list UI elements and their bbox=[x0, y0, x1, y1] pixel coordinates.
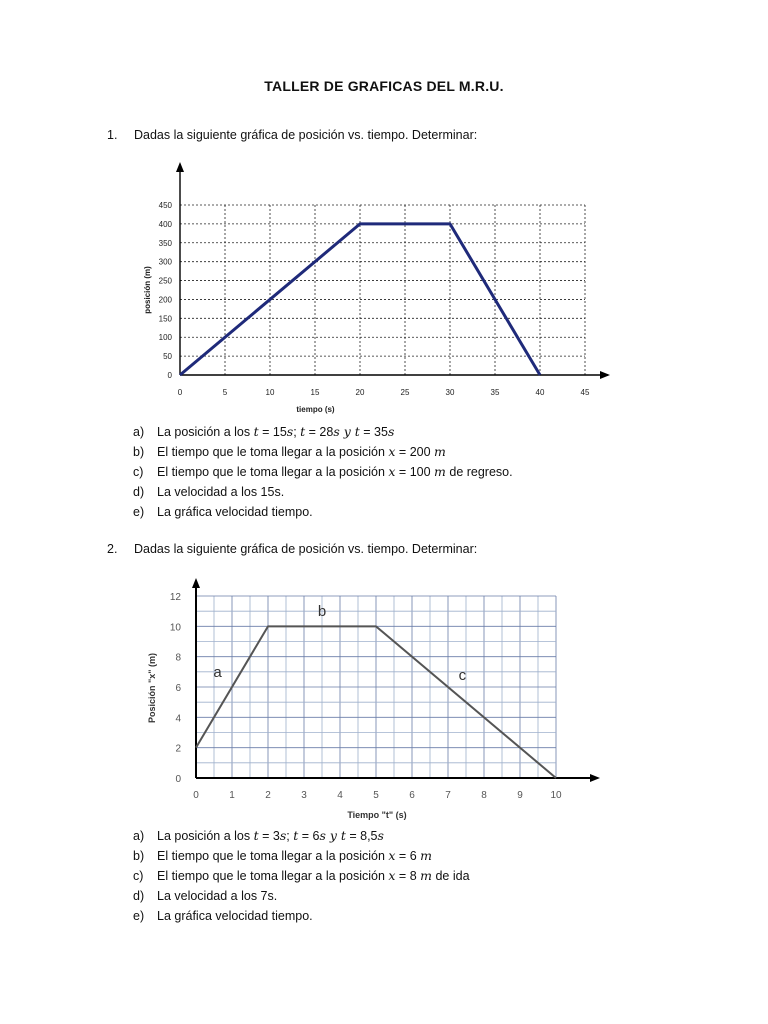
q1-item-a bbox=[133, 422, 513, 442]
y-tick-label: 4 bbox=[175, 713, 181, 725]
item-letter: c) bbox=[133, 869, 144, 883]
x-tick-label: 25 bbox=[400, 388, 410, 397]
series-line bbox=[180, 224, 540, 375]
math-text: s y t bbox=[319, 828, 346, 843]
math-text: s bbox=[279, 828, 287, 843]
x-tick-label: 0 bbox=[193, 790, 199, 801]
y-tick-label: 8 bbox=[175, 652, 181, 664]
math-text: s bbox=[286, 424, 294, 439]
x-axis-arrow bbox=[590, 774, 600, 782]
item-letter: d) bbox=[133, 485, 145, 499]
q2-item-b bbox=[133, 846, 470, 866]
x-tick-label: 20 bbox=[355, 388, 365, 397]
question-1-heading bbox=[107, 128, 477, 142]
x-tick-label: 30 bbox=[445, 388, 455, 397]
item-text: El tiempo que le toma llegar a la posición bbox=[157, 869, 389, 883]
math-text: t bbox=[253, 424, 259, 439]
q2-item-a bbox=[133, 826, 470, 846]
question-2-number: 2. bbox=[107, 542, 118, 556]
x-tick-label: 6 bbox=[409, 790, 415, 801]
page-title: TALLER DE GRAFICAS DEL M.R.U. bbox=[264, 78, 504, 94]
math-text: x bbox=[388, 464, 396, 479]
question-1-prompt: Dadas la siguiente gráfica de posición vs. tiempo. Determinar: bbox=[134, 128, 478, 142]
item-text: ; bbox=[286, 829, 294, 843]
y-tick-label: 450 bbox=[158, 201, 172, 210]
q2-item-c bbox=[133, 866, 470, 886]
x-tick-label: 15 bbox=[310, 388, 320, 397]
series-line bbox=[196, 626, 556, 778]
item-text: = 200 bbox=[395, 445, 435, 459]
q2-item-d bbox=[133, 886, 470, 906]
y-tick-label: 200 bbox=[158, 295, 172, 305]
question-2-items bbox=[133, 826, 470, 926]
y-tick-label: 300 bbox=[158, 257, 172, 267]
q2-item-e bbox=[133, 906, 470, 926]
x-tick-label: 1 bbox=[229, 790, 235, 801]
question-2-heading bbox=[107, 542, 477, 556]
math-text: m bbox=[420, 868, 432, 883]
item-text: La velocidad a los 15s. bbox=[157, 485, 285, 499]
math-text: t bbox=[253, 828, 259, 843]
math-text: s bbox=[387, 424, 395, 439]
item-text: = 15 bbox=[258, 425, 287, 439]
item-text: El tiempo que le toma llegar a la posición bbox=[157, 445, 389, 459]
segment-label: c bbox=[458, 666, 467, 684]
item-text: de regreso. bbox=[445, 465, 513, 479]
y-tick-label: 100 bbox=[158, 333, 172, 343]
item-letter: e) bbox=[133, 505, 145, 519]
item-text: = 3 bbox=[258, 829, 280, 843]
item-text: = 6 bbox=[298, 829, 320, 843]
x-tick-label: 7 bbox=[445, 790, 451, 801]
y-tick-label: 250 bbox=[158, 276, 172, 286]
y-tick-label: 400 bbox=[158, 219, 172, 229]
y-tick-label: 0 bbox=[175, 774, 181, 785]
x-tick-label: 5 bbox=[373, 790, 379, 801]
item-letter: e) bbox=[133, 909, 145, 923]
math-text: m bbox=[434, 444, 446, 459]
item-text: de ida bbox=[431, 869, 470, 883]
y-axis-arrow bbox=[176, 162, 184, 172]
item-text: = 8 bbox=[395, 869, 421, 883]
x-tick-label: 10 bbox=[550, 790, 562, 801]
x-tick-label: 0 bbox=[177, 388, 183, 397]
question-2-prompt: Dadas la siguiente gráfica de posición vs. tiempo. Determinar: bbox=[134, 542, 478, 556]
math-text: x bbox=[388, 868, 396, 883]
math-text: m bbox=[420, 848, 432, 863]
item-text: = 28 bbox=[305, 425, 334, 439]
y-axis-label: Posición "x" (m) bbox=[147, 652, 157, 724]
x-axis-label: tiempo (s) bbox=[296, 405, 335, 414]
item-letter: d) bbox=[133, 889, 145, 903]
item-letter: b) bbox=[133, 849, 145, 863]
x-tick-label: 10 bbox=[265, 388, 275, 397]
math-text: s bbox=[377, 828, 384, 843]
math-text: t bbox=[293, 828, 299, 843]
item-text: = 35 bbox=[359, 425, 388, 439]
item-letter: a) bbox=[133, 829, 145, 843]
y-tick-label: 150 bbox=[158, 314, 172, 324]
y-tick-label: 10 bbox=[169, 622, 181, 634]
y-tick-label: 350 bbox=[158, 238, 172, 248]
x-tick-label: 45 bbox=[580, 388, 590, 397]
x-tick-label: 40 bbox=[535, 388, 545, 397]
x-axis-label: Tiempo "t" (s) bbox=[347, 810, 407, 820]
x-axis-arrow bbox=[600, 371, 610, 379]
question-1-number: 1. bbox=[107, 128, 118, 142]
y-tick-label: 2 bbox=[175, 743, 181, 755]
item-letter: b) bbox=[133, 445, 145, 459]
y-tick-label: 0 bbox=[167, 371, 172, 380]
item-text: = 8,5 bbox=[345, 829, 378, 843]
item-text: = 100 bbox=[395, 465, 435, 479]
item-text: El tiempo que le toma llegar a la posición bbox=[157, 849, 389, 863]
x-tick-label: 8 bbox=[481, 790, 487, 801]
item-letter: a) bbox=[133, 425, 145, 439]
y-tick-label: 12 bbox=[169, 592, 181, 603]
x-tick-label: 9 bbox=[517, 790, 523, 801]
item-text: La posición a los bbox=[157, 829, 254, 843]
y-axis-label: posición (m) bbox=[143, 266, 152, 314]
y-axis-arrow bbox=[192, 578, 200, 588]
segment-label: b bbox=[317, 603, 327, 621]
math-text: m bbox=[434, 464, 446, 479]
math-text: s y t bbox=[333, 424, 360, 439]
x-tick-label: 2 bbox=[265, 790, 271, 801]
x-tick-label: 35 bbox=[490, 388, 500, 397]
item-text: ; bbox=[293, 425, 301, 439]
q1-item-b bbox=[133, 442, 513, 462]
x-tick-label: 4 bbox=[337, 790, 343, 801]
item-text: La posición a los bbox=[157, 425, 254, 439]
q1-item-c bbox=[133, 462, 513, 482]
y-tick-label: 6 bbox=[175, 683, 181, 694]
math-text: x bbox=[388, 848, 396, 863]
segment-label: a bbox=[213, 663, 222, 681]
item-text: La velocidad a los 7s. bbox=[157, 889, 278, 903]
x-tick-label: 5 bbox=[222, 388, 228, 397]
item-text: El tiempo que le toma llegar a la posición bbox=[157, 465, 389, 479]
item-text: La gráfica velocidad tiempo. bbox=[157, 909, 313, 923]
q1-item-e bbox=[133, 502, 513, 522]
q1-item-d bbox=[133, 482, 513, 502]
math-text: x bbox=[388, 444, 396, 459]
item-letter: c) bbox=[133, 465, 144, 479]
item-text: La gráfica velocidad tiempo. bbox=[157, 505, 313, 519]
question-1-items bbox=[133, 422, 513, 522]
y-tick-label: 50 bbox=[163, 352, 172, 362]
x-tick-label: 3 bbox=[301, 790, 307, 801]
item-text: = 6 bbox=[395, 849, 421, 863]
math-text: t bbox=[300, 424, 306, 439]
